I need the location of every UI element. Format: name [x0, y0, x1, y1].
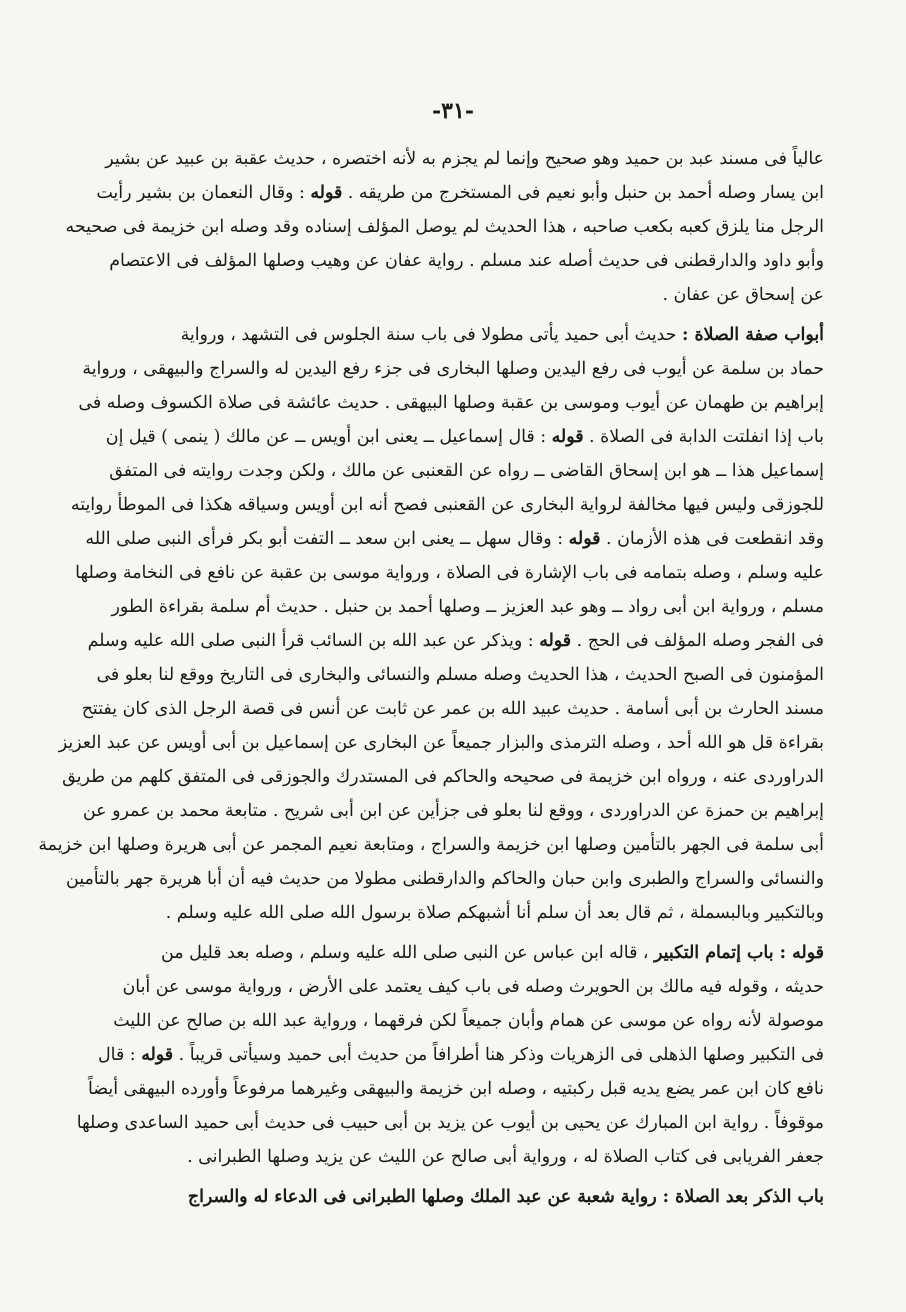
text-line — [96, 658, 824, 692]
text-segment: أبى سلمة فى الجهر بالتأمين وصلها ابن خزيمة والسراج ، ومتابعة نعيم المجمر عن أبى هريرة وصلها ابن خزيمة — [38, 835, 824, 855]
text-segment: والنسائى والسراج والطبرى وابن حبان والحاكم والدارقطنى مطولا من حديث فيه أن أبا هريرة جهر بالتأمين — [65, 869, 824, 889]
text-segment: مسند الحارث بن أبى أسامة . حديث عبيد الله بن عمر عن ثابت عن أنس فى قصة الرجل الذى كان يفتتح — [81, 699, 824, 719]
text-segment: ، قاله ابن عباس عن النبى صلى الله عليه وسلم ، وصله بعد قليل من — [161, 943, 655, 963]
bold-heading-text: قوله — [141, 1045, 174, 1065]
text-line — [76, 1106, 824, 1140]
bold-heading-text: قوله — [310, 183, 343, 203]
text-line — [130, 1140, 824, 1174]
text-line — [105, 142, 824, 176]
text-segment: إبراهيم بن طهمان عن أيوب وموسى بن عقبة وصلها البيهقى . حديث عائشة فى صلاة الكسوف وصله فى — [78, 393, 824, 413]
text-segment: حماد بن سلمة عن أيوب فى رفع اليدين وصلها البخارى فى جزء رفع اليدين له والسراج والبيهقى ، ورواية — [82, 359, 824, 379]
page-number: -٣١- — [432, 98, 474, 124]
text-segment: فى الفجر وصله المؤلف فى الحج . — [571, 631, 824, 651]
text-line — [105, 420, 824, 454]
text-line — [130, 278, 824, 312]
text-segment: حديث أبى حميد يأتى مطولا فى باب سنة الجلوس فى التشهد ، ورواية — [180, 325, 682, 345]
text-segment: : قال إسماعيل ــ يعنى ابن أويس ــ عن مالك ( ينمى ) قيل إن — [105, 427, 552, 447]
text-segment: موقوفاً . رواية ابن المبارك عن يحيى بن أيوب عن يزيد بن أبى حبيب فى حديث أبى حميد الساعدى وصلها — [76, 1113, 824, 1133]
bold-heading-text: قوله — [539, 631, 572, 651]
text-segment: إسماعيل هذا ــ هو ابن إسحاق القاضى ــ رواه عن القعنبى عن مالك ، ولكن وجدت روايته فى المتفق — [109, 461, 824, 481]
text-line — [96, 176, 824, 210]
text-line — [130, 896, 824, 930]
bold-heading-text: قوله — [551, 427, 584, 447]
text-line — [113, 1004, 824, 1038]
text-line — [111, 590, 824, 624]
text-segment: المؤمنون فى الصبح الحديث ، هذا الحديث وصله مسلم والنسائى والبخارى فى التاريخ ووقع لنا بعلو فى — [96, 665, 824, 685]
text-segment: الرجل منا يلزق كعبه بكعب صاحبه ، هذا الحديث لم يوصل المؤلف إسناده وقد وصله ابن خزيمة فى صحيحه — [65, 217, 824, 237]
text-line — [70, 488, 824, 522]
text-segment: الدراوردى عنه ، ورواه ابن خزيمة فى صحيحه والحاكم فى المستدرك والجوزقى فى المتفق كلهم من طريق — [62, 767, 824, 787]
text-segment: عن إسحاق عن عفان . — [662, 285, 824, 305]
text-line — [85, 522, 824, 556]
text-line — [58, 726, 824, 760]
text-segment: مسلم ، ورواية ابن أبى رواد ــ وهو عبد العزيز ــ وصلها أحمد بن حنبل . حديث أم سلمة بقراءة الطور — [111, 597, 824, 617]
text-segment: للجوزقى وليس فيها مخالفة لرواية البخارى عن القعنبى فصح أنه ابن أويس وسياقه هكذا فى الموطأ روايته — [70, 495, 824, 515]
bold-heading-text: أبواب صفة الصلاة : — [681, 325, 824, 345]
text-segment: وقد انقطعت فى هذه الأزمان . — [600, 529, 824, 549]
text-segment: : وقال سهل ــ يعنى ابن سعد ــ التفت أبو بكر فرأى النبى صلى الله — [85, 529, 569, 549]
bold-heading-text: قوله — [568, 529, 601, 549]
text-line — [82, 794, 824, 828]
text-line — [81, 692, 824, 726]
bold-heading-text: والسراج — [187, 1187, 248, 1207]
text-segment: جعفر الفريابى فى كتاب الصلاة له ، ورواية أبى صالح عن الليث عن يزيد وصلها الطبرانى . — [187, 1147, 824, 1167]
text-line — [109, 244, 824, 278]
text-segment: باب إذا انفلتت الدابة فى الصلاة . — [583, 427, 824, 447]
text-segment: فى التكبير وصلها الذهلى فى الزهريات وذكر هنا أطرافاً من حديث أبى حميد وسيأتى قريباً . — [173, 1045, 824, 1065]
text-segment: : ويذكر عن عبد الله بن السائب قرأ النبى صلى الله عليه وسلم — [87, 631, 540, 651]
body-text — [38, 142, 824, 1214]
text-segment: : قال — [98, 1045, 142, 1065]
text-segment: إبراهيم بن حمزة عن الدراوردى ، ووقع لنا بعلو فى جزأين عن ابن أبى شريح . متابعة محمد بن عمرو عن — [82, 801, 824, 821]
text-segment: موصولة لأنه رواه عن موسى عن همام وأبان جميعاً لكن فرقهما ، ورواية عبد الله بن صالح عن الليث — [113, 1011, 824, 1031]
text-segment: وأبو داود والدارقطنى فى حديث أصله عند مسلم . رواية عفان عن وهيب وصلها المؤلف فى الاعتصام — [109, 251, 824, 271]
text-line — [78, 386, 824, 420]
bold-heading-text: قوله : باب إتمام التكبير — [654, 943, 824, 963]
text-segment: وبالتكبير وبالبسملة ، ثم قال بعد أن سلم أنا أشبهكم صلاة برسول الله صلى الله عليه وسلم . — [165, 903, 824, 923]
text-line — [75, 556, 824, 590]
bold-heading-text: باب الذكر بعد الصلاة : — [662, 1187, 824, 1207]
text-line — [98, 1038, 824, 1072]
text-line — [130, 1180, 824, 1214]
text-line — [87, 624, 824, 658]
text-segment: عالياً فى مسند عبد بن حميد وهو صحيح وإنما لم يجزم به لأنه اختصره ، حديث عقبة بن عبيد عن بشير — [105, 149, 824, 169]
text-segment: حديثه ، وقوله فيه مالك بن الحويرث وصله فى باب كيف يعتمد على الأرض ، ورواية موسى عن أبان — [122, 977, 824, 997]
text-line — [130, 936, 824, 970]
text-line — [62, 760, 824, 794]
text-segment: بقراءة قل هو الله أحد ، وصله الترمذى والبزار جميعاً عن البخارى عن إسماعيل بن أبى أويس عن عبد العزيز — [58, 733, 824, 753]
text-line — [65, 862, 824, 896]
bold-heading-text: رواية شعبة عن عبد الملك وصلها الطبرانى فى الدعاء له — [247, 1187, 663, 1207]
text-line — [82, 352, 824, 386]
text-line — [65, 210, 824, 244]
text-segment: عليه وسلم ، وصله بتمامه فى باب الإشارة فى الصلاة ، ورواية موسى بن عقبة عن نافع فى النخامة وصلها — [75, 563, 824, 583]
text-line — [87, 1072, 824, 1106]
text-line — [109, 454, 824, 488]
text-segment: : وقال النعمان بن بشير رأيت — [96, 183, 311, 203]
text-line — [38, 828, 824, 862]
text-line — [130, 318, 824, 352]
text-segment: ابن يسار وصله أحمد بن حنبل وأبو نعيم فى المستخرج من طريقه . — [342, 183, 824, 203]
text-segment: نافع كان ابن عمر يضع يديه قبل ركبتيه ، وصله ابن خزيمة والبيهقى وغيرهما مرفوعاً وأورده البيهقى أيضاً — [87, 1079, 824, 1099]
text-line — [122, 970, 824, 1004]
